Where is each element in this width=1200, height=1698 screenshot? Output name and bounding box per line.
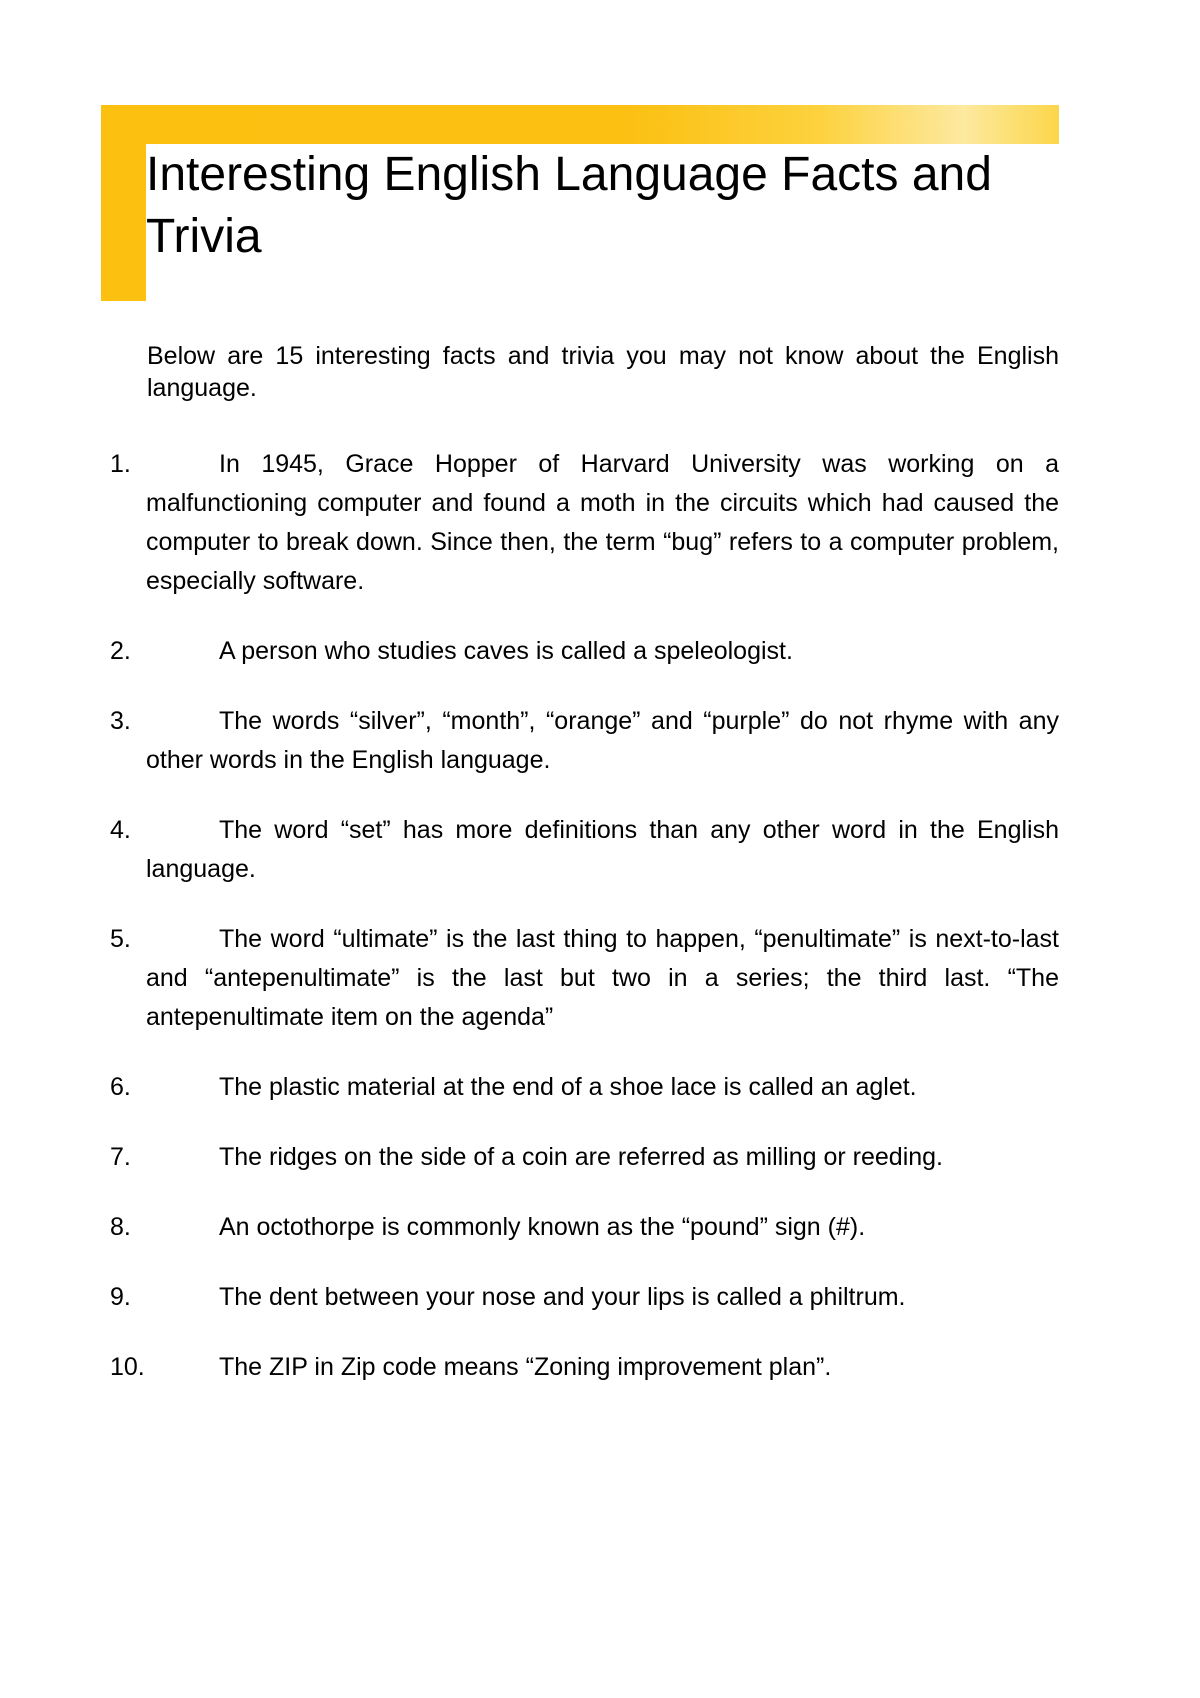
fact-text: In 1945, Grace Hopper of Harvard University was working on a malfunctioning computer and found a moth in the circuits which had caused the computer to break down. Since then, the term “bug” refers to a computer problem, especially software. xyxy=(146,450,1059,595)
fact-number: 9. xyxy=(110,1283,131,1311)
fact-item xyxy=(0,920,1200,1037)
fact-item xyxy=(0,702,1200,780)
fact-text: An octothorpe is commonly known as the “pound” sign (#). xyxy=(219,1213,866,1241)
fact-item xyxy=(0,632,1200,671)
fact-number: 1. xyxy=(110,450,131,478)
fact-text: A person who studies caves is called a speleologist. xyxy=(219,637,793,665)
intro-paragraph: Below are 15 interesting facts and trivia you may not know about the English language. xyxy=(147,342,1059,402)
fact-item xyxy=(0,445,1200,601)
fact-item xyxy=(0,1348,1200,1387)
fact-number: 6. xyxy=(110,1073,131,1101)
fact-number: 8. xyxy=(110,1213,131,1241)
header-accent-band xyxy=(101,105,1059,144)
fact-text: The plastic material at the end of a shoe lace is called an aglet. xyxy=(219,1073,917,1101)
fact-item xyxy=(0,811,1200,889)
fact-text: The words “silver”, “month”, “orange” and “purple” do not rhyme with any other words in the English language. xyxy=(146,707,1059,774)
fact-item xyxy=(0,1138,1200,1177)
page-title: Interesting English Language Facts and Trivia xyxy=(146,148,992,263)
fact-number: 10. xyxy=(110,1353,145,1381)
fact-item xyxy=(0,1208,1200,1247)
fact-text: The ZIP in Zip code means “Zoning improvement plan”. xyxy=(219,1353,832,1381)
fact-number: 4. xyxy=(110,816,131,844)
fact-text: The word “ultimate” is the last thing to happen, “penultimate” is next-to-last and “antepenultimate” is the last but two in a series; the third last. “The antepenultimate item on the agenda” xyxy=(146,925,1059,1031)
fact-number: 5. xyxy=(110,925,131,953)
fact-text: The ridges on the side of a coin are referred as milling or reeding. xyxy=(219,1143,943,1171)
fact-item xyxy=(0,1278,1200,1317)
header-accent-bar xyxy=(101,105,146,301)
fact-text: The dent between your nose and your lips is called a philtrum. xyxy=(219,1283,906,1311)
facts-list xyxy=(0,445,1200,1418)
fact-text: The word “set” has more definitions than any other word in the English language. xyxy=(146,816,1059,883)
fact-number: 7. xyxy=(110,1143,131,1171)
fact-number: 2. xyxy=(110,637,131,665)
fact-item xyxy=(0,1068,1200,1107)
fact-number: 3. xyxy=(110,707,131,735)
